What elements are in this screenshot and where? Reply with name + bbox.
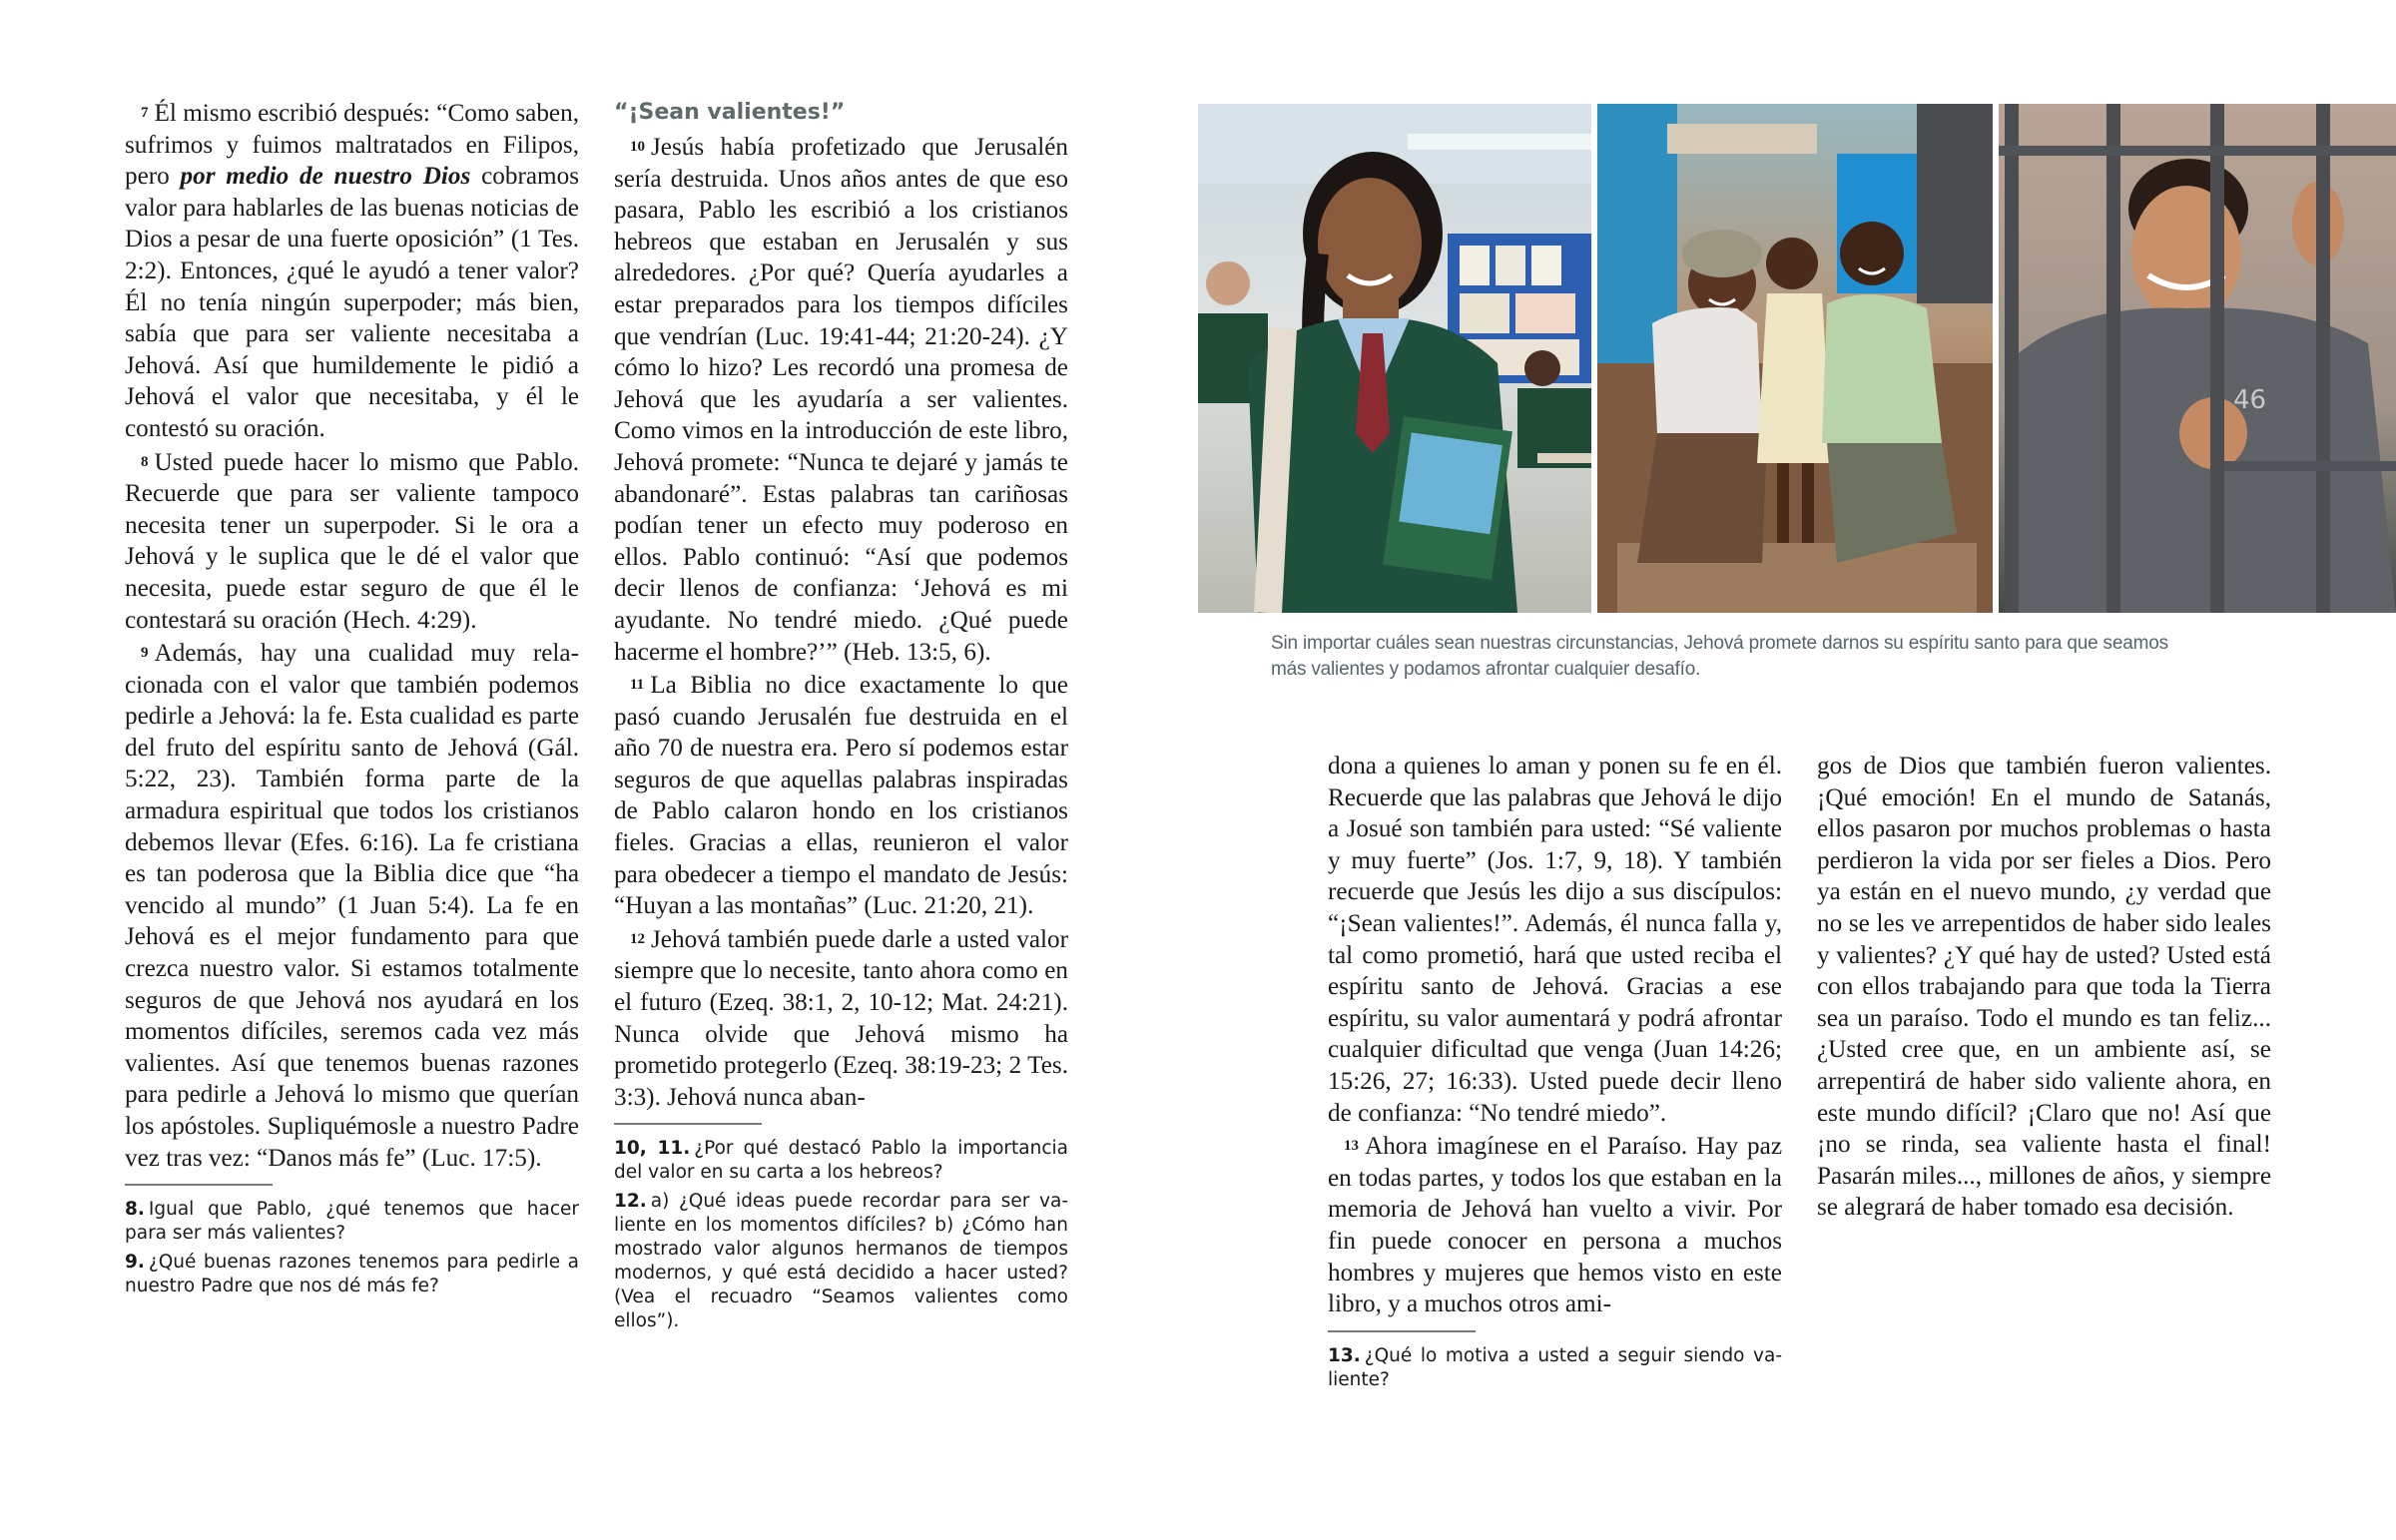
paragraph-number: 9 <box>141 645 149 662</box>
photo-student-with-book <box>1198 104 1591 613</box>
study-question <box>614 1137 1068 1185</box>
paragraph-text: cobramos valor para hablarles de las buenas noticias de Dios a pesar de una fuerte oposición” (1 Tes. 2:2). Entonces, ¿qué le ayudó a tener valor? Él no tenía ningún superpoder; más bien, sabía que para ser valiente necesitaba a Jehová. Así que humildemente le pidió a Jehová el valor que necesitaba, y él le contestó su oración. <box>125 163 580 442</box>
paragraph-number: 10 <box>630 139 645 155</box>
emphasized-text: por medio de nuestro Dios <box>180 163 471 191</box>
paragraph-text: Usted puede hacer lo mismo que Pablo. Recuerde que para ser valiente tampoco necesita tener un superpoder. Si le ora a Jehová y le suplica que le dé el valor que necesita, puede estar seguro de que él le contestará su oración (Hech. 4:29). <box>125 448 579 634</box>
shirt-number: 46 <box>2233 385 2267 415</box>
paragraph-number: 12 <box>630 930 645 947</box>
question-number: 12. <box>614 1191 647 1213</box>
question-text: a) ¿Qué ideas puede recordar para ser valiente en los momentos difíciles? b) ¿Cómo han mostrado valor algunos hermanos de tiempos modernos, y qué está decidido a hacer usted? (Vea el recuadro “Seamos valientes como ellos”). <box>614 1191 1068 1332</box>
paragraph-13 <box>1328 1131 1782 1320</box>
paragraph-text: gos de Dios que también fueron valientes. ¡Qué emoción! En el mundo de Satanás, ellos pasaron por muchos problemas o hasta perdieron la vida por ser fieles a Dios. Pero ya están en el nuevo mundo, ¿y verdad que no se les ve arrepentidos de haber sido leales y valientes? ¿Y qué hay de usted? Usted está con ellos trabajando para que toda la Tierra sea un paraíso. Todo el mundo es tan feliz... ¿Usted cree que, en un ambiente así, se arrepentirá de haber sido valiente ahora, en este mundo difícil? ¡Claro que no! Así que ¡no se rinda, sea valiente hasta el final! Pasarán miles..., millones de años, y siempre se alegrará de haber tomado esa decisión. <box>1817 753 2271 1222</box>
paragraph-text: Jehová también puede darle a usted valor siempre que lo necesite, tanto ahora como en el futuro (Ezeq. 38:1, 2, 10-12; Mat. 24:21). Nunca olvide que Jehová mismo ha prometido protegerlo (Ezeq. 38:19-23; 2 Tes. 3:3). Jehová nunca aban- <box>614 925 1068 1111</box>
footnote-divider <box>125 1184 273 1186</box>
study-question <box>125 1251 579 1298</box>
paragraph-number: 13 <box>1344 1138 1359 1155</box>
paragraph-text: Además, hay una cualidad muy relacionada con el valor que también podemos pedirle a Jehová: la fe. Esta cualidad es parte del fruto del espíritu santo de Jehová (Gál. 5:22, 23). También forma parte de la armadura espiritual que todos los cristianos debemos llevar (Efes. 6:16). La fe cristiana es tan poderosa que la Biblia dice que “ha vencido al mundo” (1 Juan 5:4). La fe en Jehová es el mejor fundamento para que crezca nuestro valor. Si estamos totalmente seguros de que Jehová nos ayudará en los momentos difíciles, seremos cada vez más valientes. Así que tenemos buenas razones para pedirle a Jehová lo mismo que querían los apóstoles. Supliquémosle a nuestro Padre vez tras vez: “Danos más fe” (Luc. 17:5). <box>125 640 579 1172</box>
study-questions <box>1328 1344 1782 1392</box>
study-questions <box>125 1198 579 1298</box>
paragraph-11 <box>614 670 1068 922</box>
question-number: 13. <box>1328 1344 1361 1366</box>
paragraph-12-continued <box>1328 751 1782 1129</box>
study-question <box>1328 1344 1782 1392</box>
paragraph-10 <box>614 132 1068 668</box>
paragraph-text: La Biblia no dice exactamente lo que pasó cuando Jerusalén fue destruida en el año 70 de nuestra era. Pero sí podemos estar seguros de que aquellas palabras inspiradas de Pablo calaron hondo en los cristianos fieles. Gracias a ellas, reunieron el valor para obedecer a tiempo el mandato de Jesús: “Huyan a las montañas” (Luc. 21:20, 21). <box>614 672 1068 920</box>
photo-young-man-behind-bars <box>1999 104 2396 613</box>
paragraph-text: dona a quienes lo aman y ponen su fe en él. Recuerde que las palabras que Jehová le dijo a Josué son también para usted: “Sé valiente y muy fuerte” (Jos. 1:7, 9, 18). Y también recuerde que Jesús les dijo a sus discípulos: “¡Sean valientes!”. Además, él nunca falla y, tal como prometió, hará que usted reciba el espíritu santo de Jehová. Gracias a ese espíritu, su valor aumentará y podrá afrontar cualquier dificultad que venga (Juan 14:26; 15:26, 27; 16:33). Usted puede decir lleno de confianza: “No tendré miedo”. <box>1328 753 1782 1127</box>
text-column-2 <box>614 98 1068 1338</box>
question-number: 9. <box>125 1252 145 1274</box>
family-illustration <box>1597 104 1993 613</box>
paragraph-8 <box>125 447 579 637</box>
paragraph-7 <box>125 98 579 445</box>
question-text: Igual que Pablo, ¿qué tenemos que hacer para ser más valientes? <box>125 1199 579 1245</box>
question-text: ¿Por qué destacó Pablo la importancia del valor en su carta a los hebreos? <box>614 1138 1068 1184</box>
prisoner-illustration <box>1999 104 2396 613</box>
paragraph-text: Ahora imagínese en el Paraíso. Hay paz en todas partes, y todos los que estaban en la memoria de Jehová han vuelto a vivir. Por fin puede conocer en persona a muchos hombres y mujeres que hemos visto en este libro, y a muchos otros ami- <box>1328 1133 1782 1318</box>
paragraph-9 <box>125 638 579 1174</box>
paragraph-text: Jesús había profetizado que Jerusalén sería destruida. Unos años antes de que eso pasara, Pablo les escribió a los cristianos hebreos que estaban en Jerusalén y sus alrededores. ¿Por qué? Quería ayudarles a estar preparados para los tiempos difíciles que vendrían (Luc. 19:41-44; 21:20-24). ¿Y cómo lo hizo? Les recordó una promesa de Jehová que les ayudaría a ser valientes. Como vimos en la introducción de este libro, Jehová promete: “Nunca te dejaré y jamás te abandonaré”. Estas palabras tan cariñosas podían tener un efecto muy poderoso en ellos. Pablo continuó: “Así que podemos decir llenos de confianza: ‘Jehová es mi ayudante. No tendré miedo. ¿Qué puede hacerme el hombre?’” (Heb. 13:5, 6). <box>614 134 1068 666</box>
footnote-divider <box>1328 1330 1476 1332</box>
paragraph-13-continued <box>1817 751 2271 1224</box>
study-questions <box>614 1137 1068 1333</box>
section-subheading: “¡Sean valientes!” <box>614 100 846 125</box>
question-text: ¿Qué lo motiva a usted a seguir siendo valiente? <box>1328 1344 1782 1390</box>
photo-family-kneeling <box>1597 104 1993 613</box>
footnote-divider <box>614 1123 762 1125</box>
text-column-3 <box>1328 751 1782 1397</box>
paragraph-12 <box>614 924 1068 1114</box>
student-illustration <box>1198 104 1591 613</box>
question-number: 10, 11. <box>614 1138 691 1160</box>
study-question <box>125 1198 579 1246</box>
photo-strip <box>1198 104 2396 613</box>
text-column-1 <box>125 98 579 1303</box>
paragraph-number: 7 <box>141 105 149 121</box>
question-text: ¿Qué buenas razones tenemos para pedirle a nuestro Padre que nos dé más fe? <box>125 1252 579 1297</box>
paragraph-number: 11 <box>630 677 645 694</box>
text-column-4 <box>1817 751 2271 1226</box>
paragraph-number: 8 <box>141 453 149 470</box>
paragraph-text: Él mismo escribió después: “Como saben, sufrimos y fuimos maltratados en Filipos, pero <box>125 100 579 191</box>
photo-caption: Sin importar cuáles sean nuestras circunstancias, Jehová promete darnos su espíritu santo para que seamos más valientes y podamos afrontar cualquier desafío. <box>1271 633 2168 680</box>
question-number: 8. <box>125 1199 145 1221</box>
study-question <box>614 1190 1068 1333</box>
